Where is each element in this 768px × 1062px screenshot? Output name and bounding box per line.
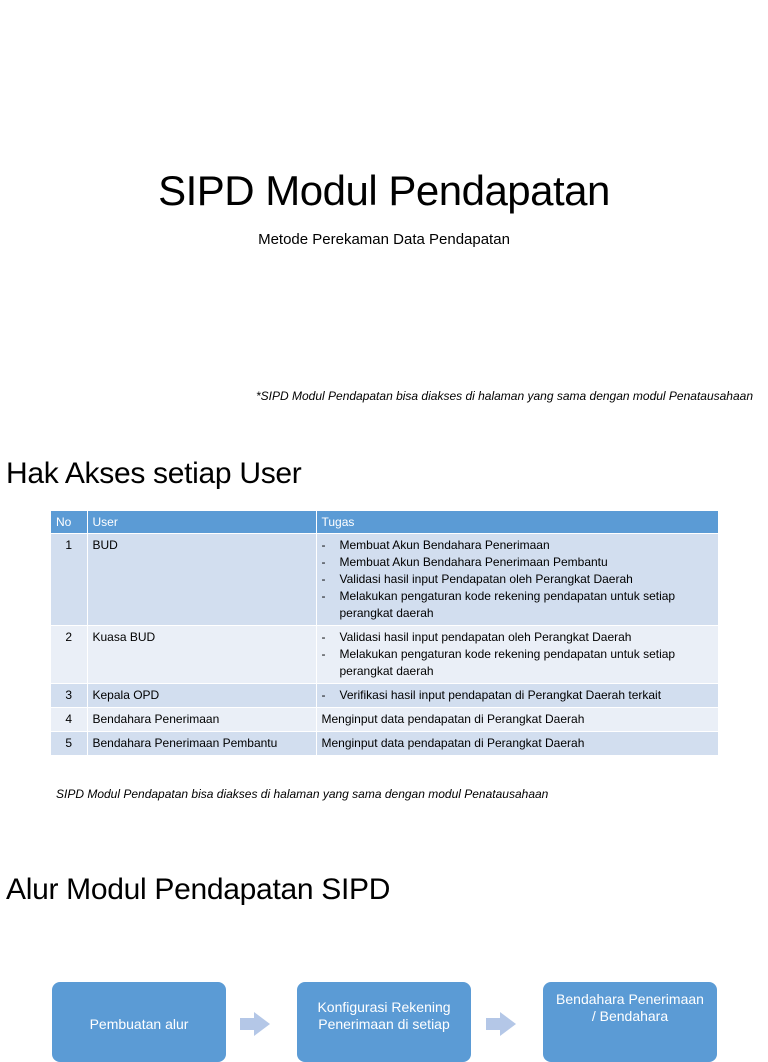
table-row xyxy=(51,534,718,626)
arrow-right-icon xyxy=(500,1012,516,1036)
task-item: - Melakukan pengaturan kode rekening pendapatan untuk setiap perangkat daerah xyxy=(340,646,713,680)
section-heading-hak-akses: Hak Akses setiap User xyxy=(6,457,302,490)
arrow-right-icon xyxy=(254,1012,270,1036)
column-header-no: No xyxy=(51,511,87,534)
row-user: Kuasa BUD xyxy=(87,626,316,684)
flow-arrow-stem xyxy=(240,1018,254,1030)
column-header-user: User xyxy=(87,511,316,534)
row-user: BUD xyxy=(87,534,316,626)
row-no: 2 xyxy=(51,626,87,684)
table-footnote: SIPD Modul Pendapatan bisa diakses di halaman yang sama dengan modul Penatausahaan xyxy=(56,787,549,801)
flow-step-text: Bendahara Penerimaan xyxy=(556,991,704,1007)
user-access-table xyxy=(51,511,719,755)
task-item: - Validasi hasil input Pendapatan oleh Perangkat Daerah xyxy=(340,571,713,588)
table-row xyxy=(51,684,718,708)
page-subtitle: Metode Perekaman Data Pendapatan xyxy=(258,231,510,248)
row-no: 5 xyxy=(51,732,87,756)
section-heading-alur: Alur Modul Pendapatan SIPD xyxy=(6,873,391,906)
flow-step-3 xyxy=(543,982,717,1062)
task-item: - Verifikasi hasil input pendapatan di Perangkat Daerah terkait xyxy=(340,687,713,704)
flow-step-text: Penerimaan di setiap xyxy=(318,1016,450,1032)
table-row xyxy=(51,708,718,732)
row-tugas xyxy=(316,626,718,684)
row-no: 4 xyxy=(51,708,87,732)
row-user: Bendahara Penerimaan xyxy=(87,708,316,732)
access-note: *SIPD Modul Pendapatan bisa diakses di halaman yang sama dengan modul Penatausahaan xyxy=(255,389,753,403)
task-item: - Validasi hasil input pendapatan oleh Perangkat Daerah xyxy=(340,629,713,646)
row-tugas xyxy=(316,684,718,708)
flow-arrow-stem xyxy=(486,1018,500,1030)
flow-step-1 xyxy=(52,982,226,1062)
table-header-row xyxy=(51,511,718,534)
page-title: SIPD Modul Pendapatan xyxy=(158,167,610,214)
flow-step-text: / Bendahara xyxy=(591,1008,669,1024)
row-no: 3 xyxy=(51,684,87,708)
row-tugas xyxy=(316,534,718,626)
task-item: - Melakukan pengaturan kode rekening pendapatan untuk setiap perangkat daerah xyxy=(340,588,713,622)
row-user: Kepala OPD xyxy=(87,684,316,708)
table-row xyxy=(51,732,718,756)
task-item: - Membuat Akun Bendahara Penerimaan Pembantu xyxy=(340,554,713,571)
flow-step-text: Pembuatan alur xyxy=(89,1016,189,1032)
row-tugas: Menginput data pendapatan di Perangkat Daerah xyxy=(316,708,718,732)
flow-step-2 xyxy=(297,982,471,1062)
column-header-tugas: Tugas xyxy=(316,511,718,534)
row-no: 1 xyxy=(51,534,87,626)
row-user: Bendahara Penerimaan Pembantu xyxy=(87,732,316,756)
table-row xyxy=(51,626,718,684)
row-tugas: Menginput data pendapatan di Perangkat Daerah xyxy=(316,732,718,756)
flow-step-text: Konfigurasi Rekening xyxy=(317,999,451,1015)
task-item: - Membuat Akun Bendahara Penerimaan xyxy=(340,537,713,554)
